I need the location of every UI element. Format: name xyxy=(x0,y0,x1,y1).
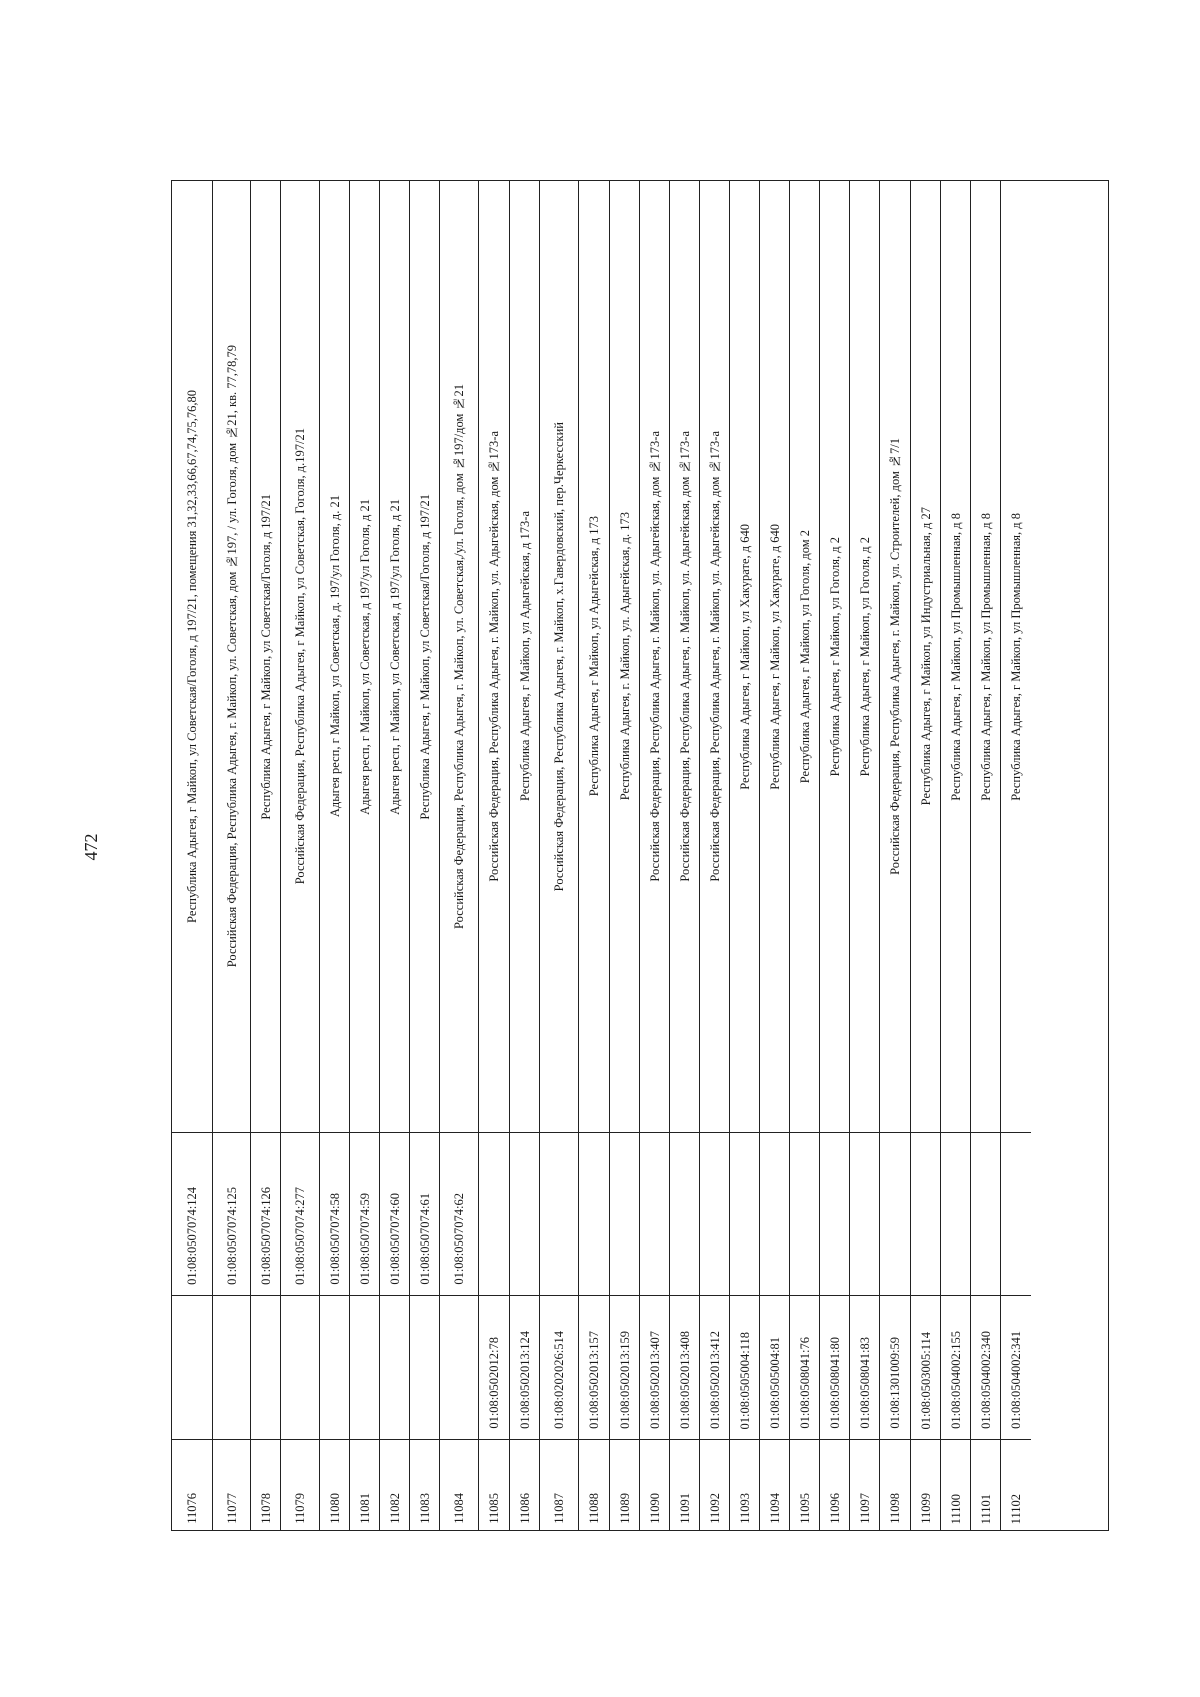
address-cell xyxy=(410,181,440,1132)
address-text: Республика Адыгея, г. Майкоп, ул. Адыгейская, д. 173 xyxy=(617,512,632,801)
table-row xyxy=(639,181,669,1530)
cadastral-number-cell xyxy=(350,1295,380,1439)
cadastral-number-text: 01:08:0504002:341 xyxy=(1008,1331,1023,1429)
table-row xyxy=(172,181,212,1530)
cadastral-number-text: 01:08:0508041:76 xyxy=(797,1337,812,1429)
address-text: Республика Адыгея, г Майкоп, ул Промышленная, д 8 xyxy=(1008,512,1023,801)
address-cell xyxy=(1001,181,1031,1132)
address-text: Республика Адыгея, г Майкоп, ул Советская/Гоголя, д 197/21 xyxy=(258,493,273,820)
building-cadastral-number-cell xyxy=(510,1132,540,1295)
row-number-cell xyxy=(610,1439,640,1532)
address-text: Российская Федерация, Республика Адыгея, г. Майкоп, ул. Строителей, дом №7/1 xyxy=(888,438,903,875)
table-row xyxy=(849,181,879,1530)
table-row xyxy=(910,181,940,1530)
address-cell xyxy=(610,181,640,1132)
building-cadastral-number-cell xyxy=(820,1132,850,1295)
address-text: Республика Адыгея, г Майкоп, ул Адыгейская, д 173 xyxy=(587,516,602,797)
address-cell xyxy=(670,181,700,1132)
table-row xyxy=(970,181,1000,1530)
table-row xyxy=(1000,181,1030,1530)
row-number-cell xyxy=(880,1439,911,1532)
cadastral-number-cell xyxy=(172,1295,212,1439)
table-row xyxy=(669,181,699,1530)
address-text: Республика Адыгея, г Майкоп, ул Адыгейская, д 173-а xyxy=(517,511,532,802)
cadastral-number-text: 01:08:0502013:407 xyxy=(647,1331,662,1429)
address-cell xyxy=(510,181,540,1132)
table-row xyxy=(759,181,789,1530)
row-number-text: 11096 xyxy=(827,1493,842,1524)
address-text: Республика Адыгея, г Майкоп, ул Советская/Гоголя, д 197/21, помещения 31,32,33,66,67,74,75,76,80 xyxy=(184,390,199,923)
row-number-text: 11101 xyxy=(978,1493,993,1524)
row-number-cell xyxy=(941,1439,971,1532)
address-text: Адыгея респ, г Майкоп, ул Советская, д 197/ул Гоголя, д 21 xyxy=(357,498,372,815)
cadastral-number-cell xyxy=(479,1295,510,1439)
address-cell xyxy=(820,181,850,1132)
building-cadastral-number-cell xyxy=(850,1132,880,1295)
row-number-text: 11088 xyxy=(587,1493,602,1524)
address-text: Республика Адыгея, г Майкоп, ул Хакурате, д 640 xyxy=(767,523,782,790)
address-text: Адыгея респ, г Майкоп, ул Советская, д 197/ул Гоголя, д 21 xyxy=(387,498,402,815)
table-row xyxy=(212,181,250,1530)
building-cadastral-number-cell xyxy=(670,1132,700,1295)
row-number-cell xyxy=(700,1439,730,1532)
table-row xyxy=(319,181,349,1530)
table-row xyxy=(609,181,639,1530)
row-number-text: 11091 xyxy=(677,1493,692,1524)
row-number-text: 11082 xyxy=(387,1493,402,1524)
building-cadastral-number-cell xyxy=(911,1132,941,1295)
row-number-cell xyxy=(790,1439,820,1532)
address-cell xyxy=(790,181,820,1132)
cadastral-number-text: 01:08:0502013:159 xyxy=(617,1331,632,1429)
row-number-cell xyxy=(820,1439,850,1532)
building-cadastral-number-cell xyxy=(730,1132,760,1295)
cadastral-number-text: 01:08:0503005:114 xyxy=(918,1331,933,1429)
cadastral-number-cell xyxy=(540,1295,579,1439)
cadastral-number-text: 01:08:0505004:118 xyxy=(737,1331,752,1429)
row-number-text: 11099 xyxy=(918,1493,933,1524)
row-number-cell xyxy=(510,1439,540,1532)
address-text: Республика Адыгея, г Майкоп, ул Промышленная, д 8 xyxy=(978,512,993,801)
cadastral-number-cell xyxy=(510,1295,540,1439)
row-number-cell xyxy=(350,1439,380,1532)
cadastral-number-text: 01:08:1301009:59 xyxy=(888,1337,903,1429)
row-number-text: 11090 xyxy=(647,1493,662,1524)
address-cell xyxy=(281,181,320,1132)
building-cadastral-number-cell xyxy=(213,1132,251,1295)
cadastral-number-cell xyxy=(640,1295,670,1439)
address-text: Российская Федерация, Республика Адыгея, г. Майкоп, ул. Адыгейская, дом №173-а xyxy=(487,431,502,882)
row-number-cell xyxy=(670,1439,700,1532)
page-number: 472 xyxy=(81,833,101,861)
building-cadastral-number-text: 01:08:0507074:125 xyxy=(224,1187,239,1285)
cadastral-number-text: 01:08:0502012:78 xyxy=(487,1337,502,1429)
building-cadastral-number-cell xyxy=(640,1132,670,1295)
building-cadastral-number-text: 01:08:0507074:126 xyxy=(258,1187,273,1285)
row-number-text: 11084 xyxy=(452,1493,467,1524)
building-cadastral-number-text: 01:08:0507074:277 xyxy=(293,1187,308,1285)
address-cell xyxy=(213,181,251,1132)
cadastral-number-text: 01:08:0502013:157 xyxy=(587,1331,602,1429)
row-number-cell xyxy=(380,1439,410,1532)
row-number-text: 11094 xyxy=(767,1493,782,1524)
address-cell xyxy=(971,181,1001,1132)
building-cadastral-number-cell xyxy=(281,1132,320,1295)
address-cell xyxy=(579,181,610,1132)
cadastral-number-cell xyxy=(281,1295,320,1439)
address-cell xyxy=(380,181,410,1132)
address-cell xyxy=(640,181,670,1132)
cadastral-number-cell xyxy=(251,1295,281,1439)
row-number-cell xyxy=(971,1439,1001,1532)
table-row xyxy=(879,181,910,1530)
address-text: Республика Адыгея, г Майкоп, ул Гоголя, д 2 xyxy=(827,536,842,777)
cadastral-number-cell xyxy=(579,1295,610,1439)
row-number-text: 11077 xyxy=(224,1493,239,1524)
address-cell xyxy=(911,181,941,1132)
address-cell xyxy=(479,181,510,1132)
building-cadastral-number-cell xyxy=(971,1132,1001,1295)
building-cadastral-number-text: 01:08:0507074:60 xyxy=(387,1193,402,1285)
row-number-text: 11089 xyxy=(617,1493,632,1524)
row-number-text: 11093 xyxy=(737,1493,752,1524)
building-cadastral-number-cell xyxy=(172,1132,212,1295)
address-text: Республика Адыгея, г Майкоп, ул Советская/Гоголя, д 197/21 xyxy=(417,493,432,820)
cadastral-number-cell xyxy=(320,1295,350,1439)
address-cell xyxy=(760,181,790,1132)
building-cadastral-number-text: 01:08:0507074:62 xyxy=(452,1193,467,1285)
cadastral-number-text: 01:08:0508041:83 xyxy=(857,1337,872,1429)
address-text: Адыгея респ, г Майкоп, ул Советская, д. 197/ул Гоголя, д. 21 xyxy=(327,495,342,818)
row-number-cell xyxy=(320,1439,350,1532)
address-cell xyxy=(730,181,760,1132)
row-number-cell xyxy=(172,1439,212,1532)
address-cell xyxy=(540,181,579,1132)
address-text: Российская Федерация, Республика Адыгея, г. Майкоп, ул. Советская, дом №197, / ул. Гоголя, дом №21, кв. 77,78,79 xyxy=(224,345,239,968)
address-text: Российская Федерация, Республика Адыгея, г. Майкоп, ул. Адыгейская, дом №173-а xyxy=(677,431,692,882)
address-cell xyxy=(941,181,971,1132)
registry-table xyxy=(171,180,1109,1531)
table-row xyxy=(578,181,609,1530)
row-number-cell xyxy=(281,1439,320,1532)
row-number-cell xyxy=(213,1439,251,1532)
address-text: Республика Адыгея, г Майкоп, ул Индустриальная, д 27 xyxy=(918,507,933,806)
table-row xyxy=(250,181,280,1530)
address-text: Российская Федерация, Республика Адыгея, г. Майкоп, ул. Адыгейская, дом №173-а xyxy=(707,431,722,882)
address-text: Российская Федерация, Республика Адыгея, г. Майкоп, х.Гавердовский, пер.Черкесский xyxy=(552,421,567,892)
building-cadastral-number-cell xyxy=(610,1132,640,1295)
building-cadastral-number-cell xyxy=(540,1132,579,1295)
row-number-text: 11097 xyxy=(857,1493,872,1524)
cadastral-number-text: 01:08:0502013:412 xyxy=(707,1331,722,1429)
row-number-text: 11102 xyxy=(1008,1493,1023,1524)
building-cadastral-number-text: 01:08:0507074:61 xyxy=(417,1193,432,1285)
cadastral-number-cell xyxy=(820,1295,850,1439)
building-cadastral-number-cell xyxy=(251,1132,281,1295)
row-number-text: 11085 xyxy=(487,1493,502,1524)
row-number-cell xyxy=(850,1439,880,1532)
table-row xyxy=(280,181,319,1530)
cadastral-number-text: 01:08:0502013:408 xyxy=(677,1331,692,1429)
row-number-cell xyxy=(410,1439,440,1532)
table-row xyxy=(409,181,439,1530)
building-cadastral-number-cell xyxy=(320,1132,350,1295)
cadastral-number-cell xyxy=(790,1295,820,1439)
address-text: Российская Федерация, Республика Адыгея, г. Майкоп, ул. Советская,/ул. Гоголя, дом №197/дом №21 xyxy=(452,384,467,929)
address-cell xyxy=(172,181,212,1132)
address-text: Республика Адыгея, г Майкоп, ул Гоголя, д 2 xyxy=(857,536,872,777)
table-row xyxy=(509,181,539,1530)
table-row xyxy=(940,181,970,1530)
row-number-text: 11083 xyxy=(417,1493,432,1524)
row-number-text: 11098 xyxy=(888,1493,903,1524)
building-cadastral-number-cell xyxy=(790,1132,820,1295)
row-number-cell xyxy=(911,1439,941,1532)
cadastral-number-cell xyxy=(760,1295,790,1439)
table-row xyxy=(379,181,409,1530)
address-text: Республика Адыгея, г Майкоп, ул Хакурате, д 640 xyxy=(737,523,752,790)
building-cadastral-number-cell xyxy=(700,1132,730,1295)
cadastral-number-cell xyxy=(941,1295,971,1439)
address-cell xyxy=(880,181,911,1132)
cadastral-number-cell xyxy=(880,1295,911,1439)
row-number-cell xyxy=(760,1439,790,1532)
building-cadastral-number-text: 01:08:0507074:58 xyxy=(327,1193,342,1285)
building-cadastral-number-text: 01:08:0507074:59 xyxy=(357,1193,372,1285)
row-number-text: 11087 xyxy=(552,1493,567,1524)
address-cell xyxy=(700,181,730,1132)
row-number-text: 11076 xyxy=(184,1493,199,1524)
address-text: Республика Адыгея, г Майкоп, ул Промышленная, д 8 xyxy=(948,512,963,801)
building-cadastral-number-cell xyxy=(579,1132,610,1295)
cadastral-number-text: 01:08:0502013:124 xyxy=(517,1331,532,1429)
cadastral-number-cell xyxy=(700,1295,730,1439)
table-row xyxy=(729,181,759,1530)
building-cadastral-number-cell xyxy=(479,1132,510,1295)
row-number-text: 11081 xyxy=(357,1493,372,1524)
cadastral-number-text: 01:08:0504002:340 xyxy=(978,1331,993,1429)
cadastral-number-text: 01:08:0504002:155 xyxy=(948,1331,963,1429)
cadastral-number-text: 01:08:0508041:80 xyxy=(827,1337,842,1429)
row-number-text: 11078 xyxy=(258,1493,273,1524)
row-number-cell xyxy=(540,1439,579,1532)
building-cadastral-number-cell xyxy=(410,1132,440,1295)
building-cadastral-number-cell xyxy=(440,1132,479,1295)
row-number-text: 11100 xyxy=(948,1493,963,1524)
address-cell xyxy=(320,181,350,1132)
cadastral-number-cell xyxy=(670,1295,700,1439)
building-cadastral-number-cell xyxy=(760,1132,790,1295)
building-cadastral-number-text: 01:08:0507074:124 xyxy=(184,1187,199,1285)
table-row xyxy=(539,181,578,1530)
building-cadastral-number-cell xyxy=(1001,1132,1031,1295)
cadastral-number-cell xyxy=(410,1295,440,1439)
cadastral-number-cell xyxy=(730,1295,760,1439)
building-cadastral-number-cell xyxy=(350,1132,380,1295)
building-cadastral-number-cell xyxy=(380,1132,410,1295)
address-cell xyxy=(440,181,479,1132)
row-number-text: 11092 xyxy=(707,1493,722,1524)
address-text: Республика Адыгея, г Майкоп, ул Гоголя, дом 2 xyxy=(797,529,812,784)
row-number-cell xyxy=(1001,1439,1031,1532)
row-number-cell xyxy=(440,1439,479,1532)
cadastral-number-cell xyxy=(850,1295,880,1439)
row-number-cell xyxy=(640,1439,670,1532)
table-row xyxy=(478,181,509,1530)
table-row xyxy=(349,181,379,1530)
cadastral-number-text: 01:08:0505004:81 xyxy=(767,1337,782,1429)
table-row xyxy=(819,181,849,1530)
cadastral-number-cell xyxy=(1001,1295,1031,1439)
row-number-text: 11086 xyxy=(517,1493,532,1524)
row-number-text: 11079 xyxy=(293,1493,308,1524)
cadastral-number-cell xyxy=(440,1295,479,1439)
building-cadastral-number-cell xyxy=(880,1132,911,1295)
cadastral-number-cell xyxy=(911,1295,941,1439)
cadastral-number-cell xyxy=(213,1295,251,1439)
row-number-cell xyxy=(479,1439,510,1532)
cadastral-number-text: 01:08:0202026:514 xyxy=(552,1331,567,1429)
cadastral-number-cell xyxy=(610,1295,640,1439)
table-row xyxy=(699,181,729,1530)
row-number-cell xyxy=(579,1439,610,1532)
address-text: Российская Федерация, Республика Адыгея, г Майкоп, ул Советская, Гоголя, д.197/21 xyxy=(293,428,308,885)
address-text: Российская Федерация, Республика Адыгея, г. Майкоп, ул. Адыгейская, дом №173-а xyxy=(647,431,662,882)
row-number-cell xyxy=(251,1439,281,1532)
address-cell xyxy=(350,181,380,1132)
row-number-text: 11080 xyxy=(327,1493,342,1524)
building-cadastral-number-cell xyxy=(941,1132,971,1295)
address-cell xyxy=(251,181,281,1132)
address-cell xyxy=(850,181,880,1132)
table-row xyxy=(789,181,819,1530)
row-number-cell xyxy=(730,1439,760,1532)
cadastral-number-cell xyxy=(971,1295,1001,1439)
table-row xyxy=(439,181,478,1530)
row-number-text: 11095 xyxy=(797,1493,812,1524)
cadastral-number-cell xyxy=(380,1295,410,1439)
